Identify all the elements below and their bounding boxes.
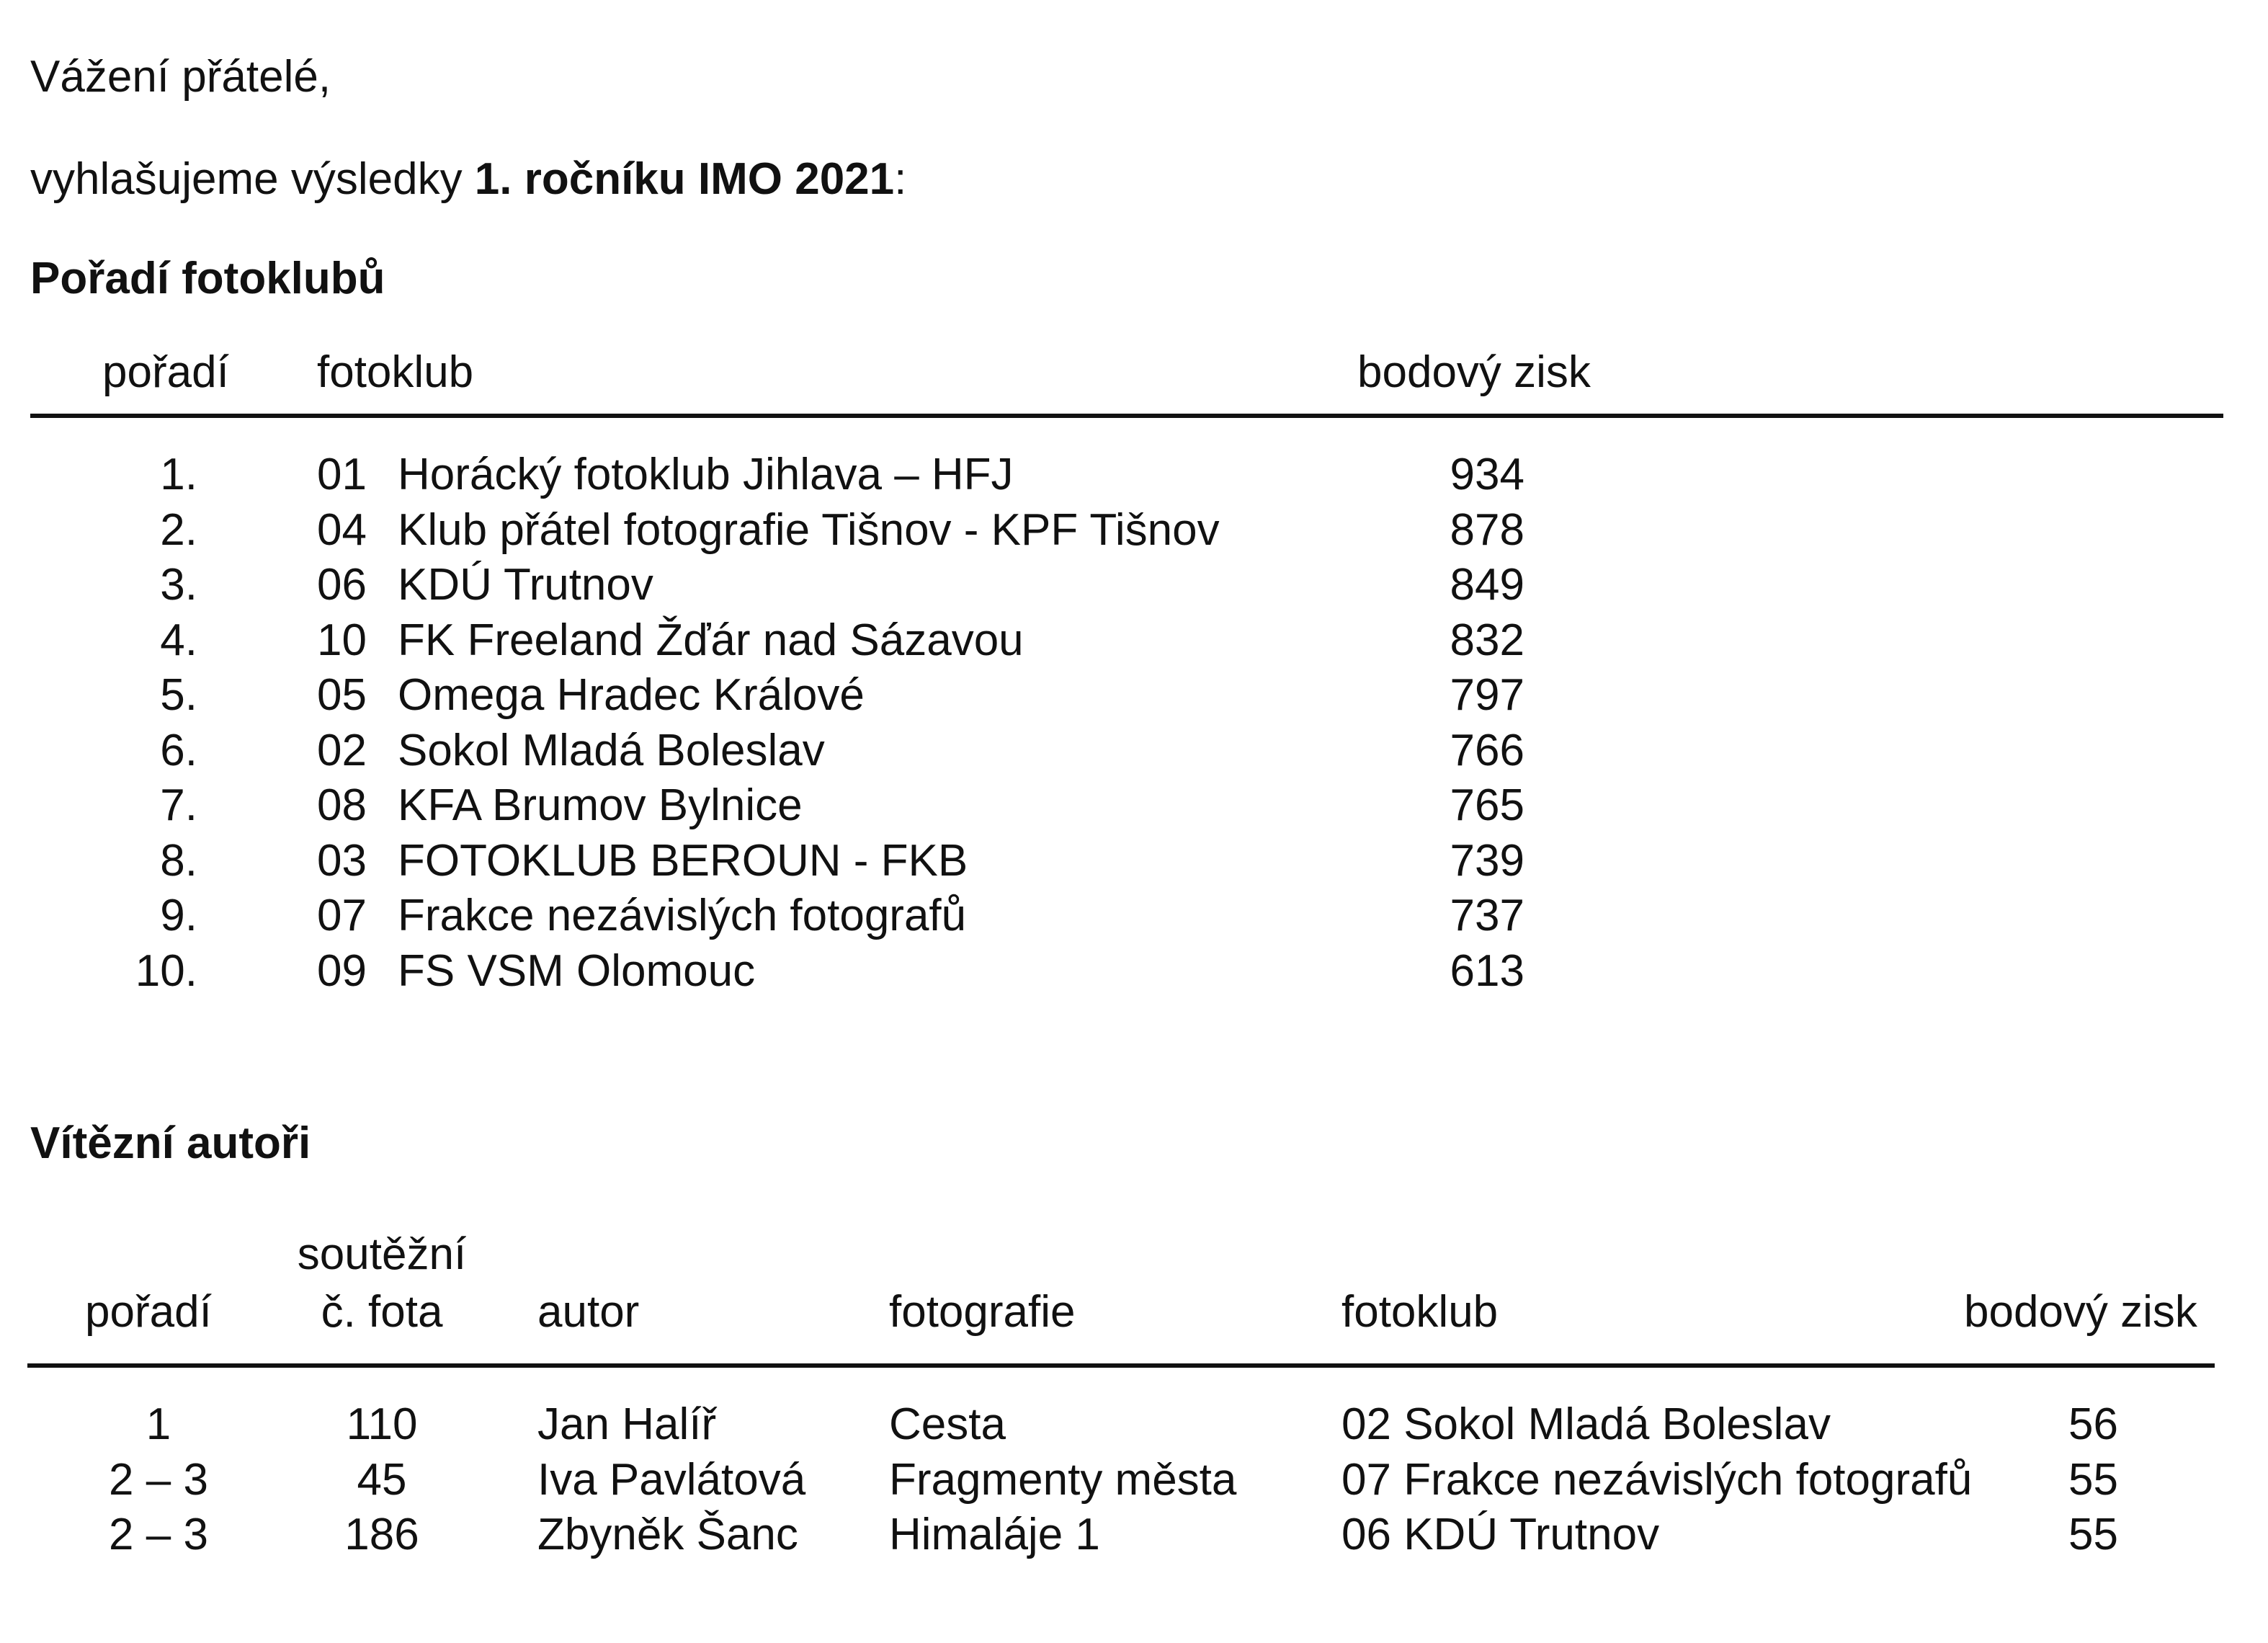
author-photo-title: Himaláje 1: [889, 1510, 1100, 1559]
club-points: 739: [1450, 835, 1524, 886]
author-photo-no: 45: [357, 1454, 407, 1505]
club-rank: 1.: [160, 450, 197, 499]
intro-line: [30, 154, 907, 204]
author-club: 06 KDÚ Trutnov: [1341, 1510, 1660, 1559]
club-rank: 7.: [160, 780, 197, 830]
club-points: 797: [1450, 670, 1524, 720]
authors-header-rank: pořadí: [85, 1287, 212, 1337]
club-code: 07: [317, 891, 367, 940]
club-code: 06: [317, 560, 367, 610]
club-rank: 9.: [160, 891, 197, 940]
club-points: 934: [1450, 450, 1524, 499]
club-points: 613: [1450, 945, 1524, 996]
intro-competition: 1. ročníku IMO 2021: [474, 154, 895, 204]
club-code: 01: [317, 450, 367, 499]
clubs-header-rule: [30, 414, 2223, 418]
author-club: 07 Frakce nezávislých fotografů: [1341, 1454, 1973, 1505]
author-rank: 1: [146, 1399, 171, 1449]
author-photo-no: 110: [346, 1399, 418, 1449]
club-rank: 3.: [160, 560, 197, 610]
club-name: FOTOKLUB BEROUN - FKB: [398, 835, 968, 886]
club-points: 832: [1450, 615, 1524, 665]
clubs-header-points: bodový zisk: [1357, 347, 1591, 397]
author-rank: 2 – 3: [109, 1454, 208, 1505]
club-code: 08: [317, 780, 367, 830]
author-photo-no: 186: [344, 1510, 419, 1559]
author-photo-title: Fragmenty města: [889, 1454, 1237, 1505]
club-rank: 6.: [160, 725, 197, 775]
authors-section-title: Vítězní autoři: [30, 1118, 311, 1168]
club-code: 04: [317, 504, 367, 555]
author-points: 55: [2068, 1454, 2118, 1505]
club-code: 10: [317, 615, 367, 665]
author-points: 56: [2068, 1399, 2118, 1449]
clubs-header-club: fotoklub: [317, 347, 474, 397]
club-name: FS VSM Olomouc: [398, 945, 756, 996]
author-photo-title: Cesta: [889, 1399, 1006, 1449]
club-rank: 10.: [135, 945, 197, 996]
intro-suffix: :: [894, 154, 907, 204]
author-rank: 2 – 3: [109, 1510, 208, 1559]
club-points: 849: [1450, 560, 1524, 610]
authors-header-photo-no-line2: č. fota: [321, 1287, 443, 1337]
club-name: Sokol Mladá Boleslav: [398, 725, 825, 775]
authors-header-photo: fotografie: [889, 1287, 1076, 1337]
author-name: Zbyněk Šanc: [537, 1510, 798, 1559]
greeting: Vážení přátelé,: [30, 52, 331, 102]
author-name: Jan Halíř: [537, 1399, 717, 1449]
author-club: 02 Sokol Mladá Boleslav: [1341, 1399, 1831, 1449]
clubs-header-rank: pořadí: [102, 347, 229, 397]
club-code: 02: [317, 725, 367, 775]
club-name: KDÚ Trutnov: [398, 560, 653, 610]
clubs-section-title: Pořadí fotoklubů: [30, 254, 385, 303]
intro-prefix: vyhlašujeme výsledky: [30, 154, 475, 204]
club-name: Horácký fotoklub Jihlava – HFJ: [398, 450, 1014, 499]
club-rank: 4.: [160, 615, 197, 665]
club-code: 03: [317, 835, 367, 886]
club-name: FK Freeland Žďár nad Sázavou: [398, 615, 1024, 665]
authors-header-photo-no-line1: soutěžní: [297, 1229, 467, 1279]
authors-header-points: bodový zisk: [1964, 1287, 2197, 1337]
club-name: Omega Hradec Králové: [398, 670, 865, 720]
authors-header-rule: [27, 1363, 2215, 1368]
club-name: Klub přátel fotografie Tišnov - KPF Tišnov: [398, 504, 1220, 555]
club-rank: 8.: [160, 835, 197, 886]
club-points: 766: [1450, 725, 1524, 775]
author-name: Iva Pavlátová: [537, 1454, 806, 1505]
authors-header-author: autor: [537, 1287, 640, 1337]
club-code: 05: [317, 670, 367, 720]
club-points: 737: [1450, 891, 1524, 940]
club-points: 878: [1450, 504, 1524, 555]
club-rank: 2.: [160, 504, 197, 555]
club-name: KFA Brumov Bylnice: [398, 780, 803, 830]
author-points: 55: [2068, 1510, 2118, 1559]
club-code: 09: [317, 945, 367, 996]
club-name: Frakce nezávislých fotografů: [398, 891, 967, 940]
authors-header-club: fotoklub: [1341, 1287, 1499, 1337]
club-points: 765: [1450, 780, 1524, 830]
club-rank: 5.: [160, 670, 197, 720]
